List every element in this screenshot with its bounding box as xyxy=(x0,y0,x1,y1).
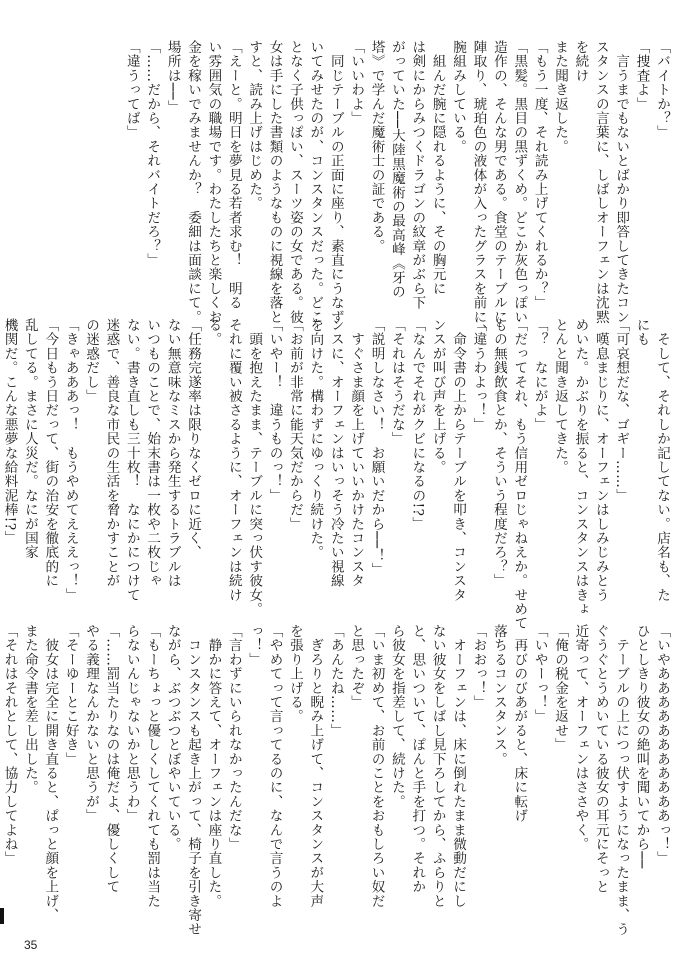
text-tier-middle xyxy=(1,318,672,631)
text-column: 嘆息まじりに、オーフェンはしみじみとう xyxy=(592,318,609,602)
text-column: 迷惑で、善良な市民の生活を脅かすことが xyxy=(103,318,120,588)
text-column: 頭を抱えたまま、テーブルに突っ伏す彼女。 xyxy=(246,318,263,617)
text-column: となく子供っぽい、スーツ姿の女である。彼 xyxy=(286,40,303,324)
text-column: る。 xyxy=(205,318,222,347)
text-column: を張り上げる。 xyxy=(286,624,303,724)
text-column: 「違うってば」 xyxy=(123,40,140,140)
text-column: 「捜査よ」 xyxy=(633,40,650,111)
text-column: っ！」 xyxy=(246,624,263,667)
text-column: いてみせたのが、コンスタンスだった。どこ xyxy=(307,40,324,324)
text-column: 陣取り、琥珀色の液体が入ったグラスを前に、 xyxy=(470,40,487,339)
margin-mark xyxy=(0,908,4,924)
text-column: また聞き返した。 xyxy=(552,40,569,154)
text-column: を向けた。構わずにゆっくり続けた。 xyxy=(307,318,324,560)
text-column: 「なんでそれがクビになるの!?」 xyxy=(409,318,426,531)
text-column: 命令書の上からテーブルを叩き、コンスタ xyxy=(450,318,467,602)
text-column: 「えーと。明日を夢見る若者求む！ 明る xyxy=(225,40,242,310)
text-column: 機関だ。こんな悪夢な給料泥棒!?」 xyxy=(1,318,18,545)
text-column: コンスタンスも起き上がって、椅子を引き寄せ xyxy=(185,624,202,937)
text-column: い雰囲気の職場です。わたしたちと楽しくお xyxy=(205,40,222,324)
text-column: 「きゃあああっ！ もうやめてえええっ！」 xyxy=(62,318,79,602)
text-column: とんと聞き返してきた。 xyxy=(552,318,569,475)
text-column: ら彼女を指差して、続けた。 xyxy=(388,624,405,809)
text-column: ひとしきり彼女の絶叫を聞いてから── xyxy=(633,624,650,869)
text-column: 組んだ腕に隠れるように、その胸元に xyxy=(429,40,446,296)
text-column: の迷惑だし」 xyxy=(83,318,100,404)
text-column: 「そーゆーとこ好き」 xyxy=(62,624,79,766)
text-column: 「……罰当たりなのは俺だよ、優しくして xyxy=(103,624,120,894)
text-column: 場所は──」 xyxy=(164,40,181,115)
text-column: がっていた──大陸黒魔術の最高峰《牙の xyxy=(388,40,405,299)
text-column: 女は手にした書類のようなものに視線を落と xyxy=(266,40,283,324)
text-column: 「……だから、それバイトだろ？」 xyxy=(144,40,161,268)
text-column: 乱してる。まさに人災だ。なにが国家 xyxy=(21,318,38,560)
text-column: すぐさま顔を上げていいかけたコンスタ xyxy=(348,318,365,588)
text-column: ない無意味なミスから発生するトラブルは xyxy=(164,318,181,588)
text-column: ながら、ぶつぶつとぼやいている。 xyxy=(164,624,181,852)
text-column: また命令書を差し出した。 xyxy=(21,624,38,795)
text-column: 「？ なにがよ」 xyxy=(531,318,548,432)
text-column: ない。書き直しも三十枚！ なにかにつけて xyxy=(123,318,140,602)
text-column: 「言わずにいられなかったんだな」 xyxy=(225,624,242,852)
text-column: を続け xyxy=(572,40,589,83)
text-column: にも xyxy=(633,318,650,347)
text-column: 「黒髪。黒目の黒ずくめ。どこか灰色っぽい xyxy=(511,40,528,324)
text-column: 金を稼いでみませんか？ 委細は面談にて。 xyxy=(185,40,202,324)
text-column: 「お前が非常に能天気だからだ」 xyxy=(286,318,303,531)
text-column: 造作の、そんな男である。食堂のテーブルに xyxy=(490,40,507,324)
text-column: 「任務完遂率は限りなくゼロに近く、 xyxy=(185,318,202,560)
text-column: ない彼女をしばし見下ろしてから、ふらりと xyxy=(429,624,446,908)
text-column: 「可哀想だな、ゴギー……」 xyxy=(613,318,630,503)
text-column: オーフェンは、床に倒れたまま微動だにし xyxy=(450,624,467,908)
text-column: スタンスの言葉に、しばしオーフェンは沈黙 xyxy=(592,40,609,324)
text-column: 「いやーっ！」 xyxy=(531,624,548,724)
text-column: 「おおっ！」 xyxy=(470,624,487,710)
text-column: テーブルの上につっ伏すようになったまま、う xyxy=(613,624,630,937)
text-column: 言うまでもないとばかり即答してきたコン xyxy=(613,40,630,324)
text-column: 腕組みしている。 xyxy=(450,40,467,154)
text-column: いつものことで、始末書は一枚や二枚じゃ xyxy=(144,318,161,588)
text-column: 「いやー！ 違うものっ！」 xyxy=(266,318,283,503)
text-column: 「もう一度、それ読み上げてくれるか？」 xyxy=(531,40,548,310)
text-column: 「やめてって言ってるのに、なんで言うのよ xyxy=(266,624,283,908)
text-column: らないんじゃないかと思うわ」 xyxy=(123,624,140,823)
text-column: 同じテーブルの正面に座り、素直にうなず xyxy=(327,40,344,324)
text-column: そして、それしか記してない。店名も、た xyxy=(654,318,670,602)
text-column: 落ちるコンスタンス。 xyxy=(490,624,507,766)
text-column: めいた。かぶりを振ると、コンスタンスはきょ xyxy=(572,318,589,617)
text-column: ぐうぐとうめいている彼女の耳元にそっと xyxy=(592,624,609,894)
text-column: 「あんたね……」 xyxy=(327,624,344,738)
text-column: やる義理なんかないと思うが」 xyxy=(83,624,100,823)
text-column: 塔》で学んだ魔術士の証である。 xyxy=(368,40,385,253)
page-number: 35 xyxy=(24,938,38,952)
text-column: それに覆い被さるように、オーフェンは続け xyxy=(225,318,242,602)
text-column: 「今日もう日だって、街の治安を徹底的に xyxy=(42,318,59,588)
text-column: と、思いついて、ぽんと手を打つ。それか xyxy=(409,624,426,894)
text-column: 「いいわよ」 xyxy=(348,40,365,126)
text-column: ぎろりと睨み上げて、コンスタンスが大声 xyxy=(307,624,324,908)
text-column: 近寄って、オーフェンはささやく。 xyxy=(572,624,589,852)
text-column: もの無銭飲食とか、そういう程度だろ？」 xyxy=(490,318,507,588)
text-column: 「もーちょっと優しくしてくれても罰は当た xyxy=(144,624,161,908)
text-column: 「違うわよっ！」 xyxy=(470,318,487,432)
text-column: ンスに、オーフェンはいっそう冷たい視線 xyxy=(327,318,344,588)
text-column: 「それはそうだな」 xyxy=(388,318,405,446)
text-tier-bottom xyxy=(1,624,672,937)
text-column: 「説明しなさい！ お願いだから──！」 xyxy=(368,318,385,577)
text-column: は剣にからみつくドラゴンの紋章がぶら下 xyxy=(409,40,426,310)
text-column: 彼女は完全に開き直ると、ぱっと顔を上げ、 xyxy=(42,624,59,923)
text-column: 静かに答えて、オーフェンは座り直した。 xyxy=(205,624,222,908)
text-column: 「いま初めて、お前のことをおもしろい奴だ xyxy=(368,624,385,908)
text-column: 「バイトか？」 xyxy=(654,40,670,140)
text-column: と思ったぞ」 xyxy=(348,624,365,710)
text-column: 「いやあああああああああああっ！」 xyxy=(654,624,670,866)
text-column: 「それはそれとして、協力してよね」 xyxy=(1,624,18,866)
text-column: ンスが叫び声を上げる。 xyxy=(429,318,446,475)
text-column: 「俺の税金を返せ」 xyxy=(552,624,569,752)
text-column: 再びのびあがると、床に転げ xyxy=(511,624,528,823)
text-column: 「だってそれ、もう信用ゼロじゃねえか。せめて xyxy=(511,318,528,631)
text-column: すと、読み上げはじめた。 xyxy=(246,40,263,211)
